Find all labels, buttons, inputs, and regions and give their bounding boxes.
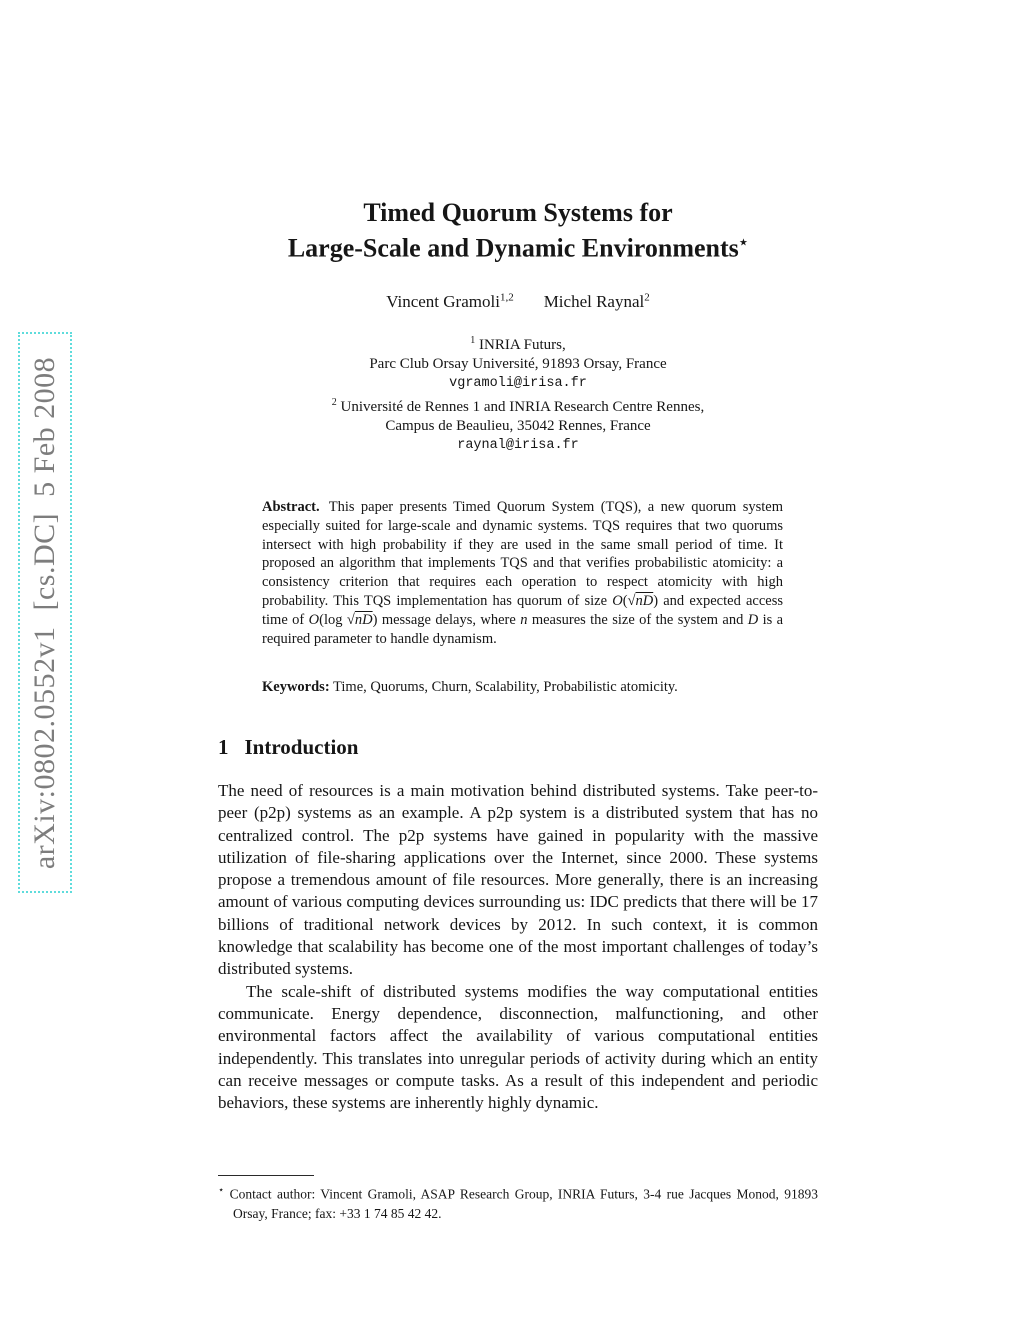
affiliations-block bbox=[218, 331, 818, 455]
affiliation-2-institute: Université de Rennes 1 and INRIA Research Centre Rennes, bbox=[340, 399, 705, 415]
abstract-label: Abstract. bbox=[262, 499, 320, 515]
affiliation-1-institute: INRIA Futurs, bbox=[479, 337, 566, 353]
math-var-n: n bbox=[520, 611, 528, 628]
paragraph-1: The need of resources is a main motivation behind distributed systems. Take peer-to-peer (p2p) systems as an example. A p2p system is a distributed system that has no centralized control. The p2p systems have gained in popularity with the massive utilization of file-sharing applications over the Internet, since 2000. These systems propose a tremendous amount of file resources. More generally, there is an increasing amount of various computing devices surrounding us: IDC predicts that there will be 17 billions of traditional network devices by 2012. In such context, it is common knowledge that scalability has become one of the most important challenges of today’s distributed systems. bbox=[218, 781, 818, 979]
abstract-body-5: is a required parameter to handle dynamism. bbox=[262, 611, 784, 647]
footnote-text bbox=[218, 1181, 818, 1223]
keywords-text: Time, Quorums, Churn, Scalability, Probabilistic atomicity. bbox=[333, 679, 678, 695]
footnote bbox=[218, 1175, 818, 1223]
arxiv-stamp-text: arXiv:0802.0552v1 [cs.DC] 5 Feb 2008 bbox=[28, 356, 61, 869]
footnote-marker: ⋆ bbox=[218, 1185, 225, 1196]
title-line-2-text: Large-Scale and Dynamic Environments bbox=[287, 233, 739, 263]
math-var-d: D bbox=[747, 611, 759, 628]
affiliation-2-email: raynal@irisa.fr bbox=[457, 438, 579, 453]
abstract-body-1: This paper presents Timed Quorum System (TQS), a new quorum system especially suited for large-scale and dynamic systems. TQS requires that two quorums intersect with high probability if they are used in the same small period of time. It proposed an algorithm that implements TQS and that verifies probabilistic atomicity: a consistency criterion that requires each operation to respect atomicity with high probability. This TQS implementation has quorum of size bbox=[262, 499, 783, 609]
section-title: Introduction bbox=[244, 735, 359, 759]
affiliation-1-email: vgramoli@irisa.fr bbox=[449, 376, 587, 391]
author-1 bbox=[386, 292, 513, 311]
arxiv-stamp bbox=[18, 332, 72, 893]
section-number: 1 bbox=[218, 735, 229, 759]
footnote-rule bbox=[218, 1175, 314, 1176]
abstract-body-3: message delays, where bbox=[381, 611, 516, 628]
title-line-1: Timed Quorum Systems for bbox=[363, 198, 673, 227]
keywords-line bbox=[262, 679, 783, 696]
paragraph-2: The scale-shift of distributed systems modifies the way computational entities communicate. Energy dependence, disconnection, malfunctioning, and other environmental factors affect the availability of various computational entities independently. This translates into unregular periods of activity during which an entity can receive messages or compute tasks. As a result of this independent and periodic behaviors, these systems are inherently highly dynamic. bbox=[218, 981, 818, 1113]
abstract-body-2: and expected access time of bbox=[262, 592, 784, 628]
keywords-label: Keywords: bbox=[262, 679, 330, 695]
affiliation-2-superscript: 2 bbox=[331, 397, 337, 408]
author-1-superscript: 1,2 bbox=[499, 291, 514, 303]
section-heading bbox=[218, 735, 818, 760]
affiliation-1-superscript: 1 bbox=[470, 335, 476, 346]
author-1-name: Vincent Gramoli bbox=[386, 291, 500, 311]
paper-title bbox=[218, 197, 818, 264]
abstract-body-4: measures the size of the system and bbox=[531, 611, 744, 628]
math-quorum-size: O(√nD) bbox=[612, 592, 659, 609]
title-line-2 bbox=[218, 228, 818, 264]
authors-line bbox=[218, 291, 818, 312]
author-2-superscript: 2 bbox=[644, 291, 650, 303]
abstract-text bbox=[262, 498, 783, 648]
affiliation-2-line-1 bbox=[218, 393, 818, 417]
math-access-time: O(log √nD) bbox=[308, 611, 378, 628]
affiliation-1-line-1 bbox=[218, 331, 818, 355]
footnote-body: Contact author: Vincent Gramoli, ASAP Research Group, INRIA Futurs, 3-4 rue Jacques Monod, 91893 Orsay, France; fax: +33 1 74 85 42 42. bbox=[229, 1186, 818, 1221]
abstract-section bbox=[262, 498, 783, 648]
introduction-text bbox=[218, 780, 818, 1114]
affiliation-2-line-2: Campus de Beaulieu, 35042 Rennes, France bbox=[385, 418, 651, 434]
author-2-name: Michel Raynal bbox=[543, 291, 645, 311]
title-star: ⋆ bbox=[738, 235, 749, 251]
author-2 bbox=[544, 292, 650, 311]
affiliation-1-line-2: Parc Club Orsay Université, 91893 Orsay, France bbox=[369, 356, 667, 372]
